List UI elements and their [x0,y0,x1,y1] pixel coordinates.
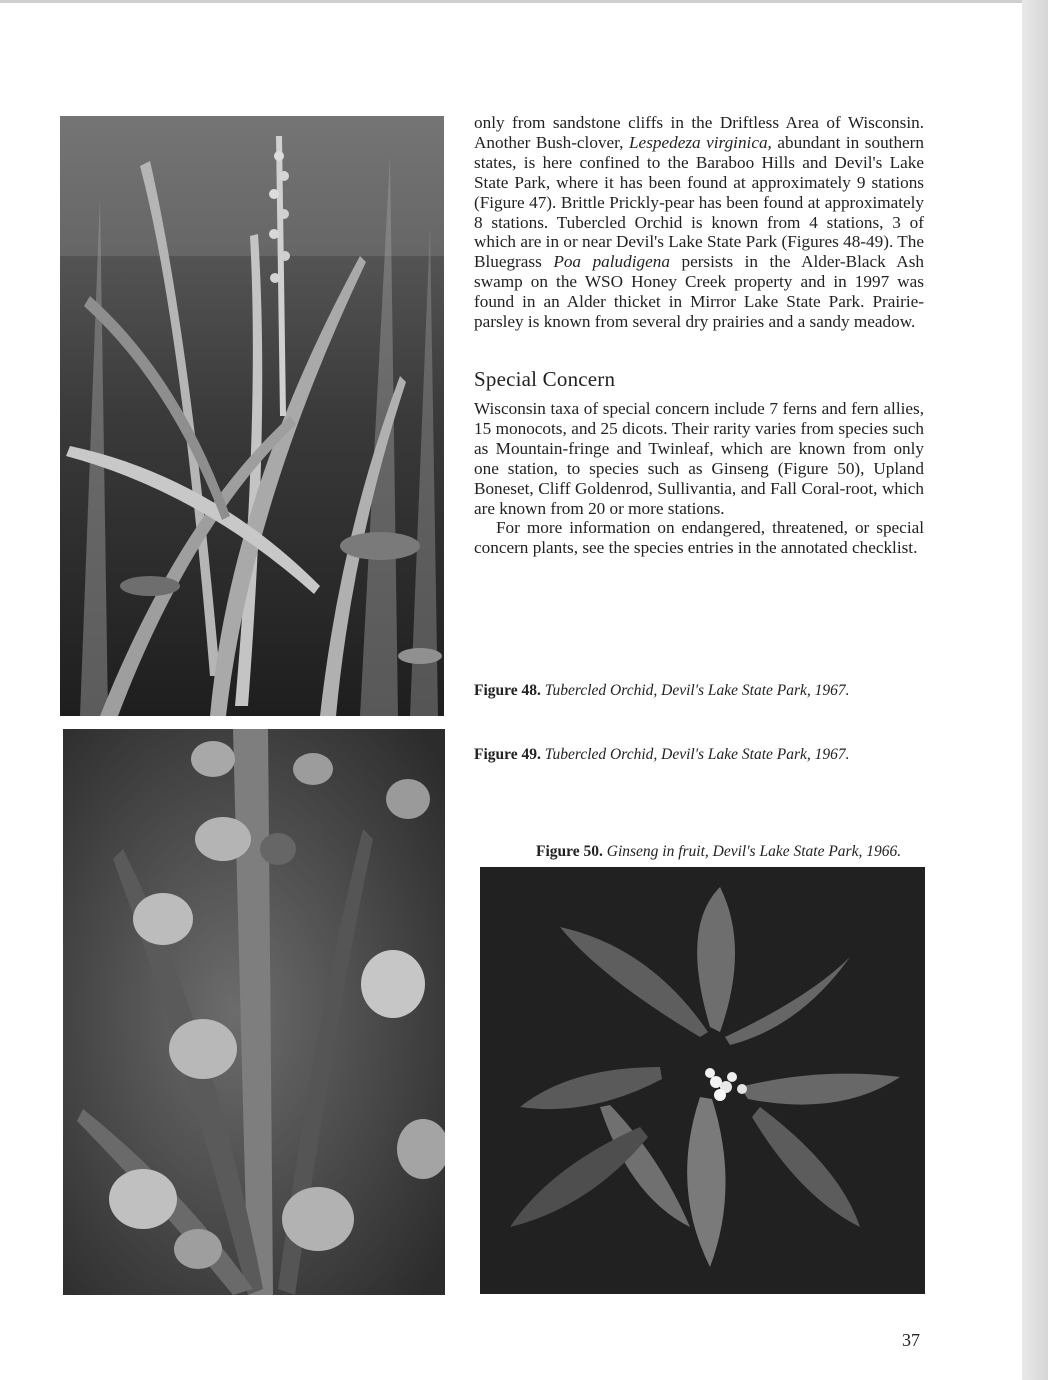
paragraph-text: only from sandstone cliffs in the Driftless Area of Wisconsin. Another Bush-clover, [474,113,924,152]
body-text-continued [474,113,924,332]
figure-50-photo [480,867,925,1294]
figure-49-photo [63,729,445,1295]
continued-paragraph [474,113,924,332]
figure-label: Figure 48. [474,682,541,699]
figure-caption-text: Tubercled Orchid, Devil's Lake State Park, 1967. [544,746,850,763]
figure-label: Figure 50. [536,843,603,860]
page-number: 37 [902,1330,920,1350]
special-concern-paragraph-1: Wisconsin taxa of special concern include 7 ferns and fern allies, 15 monocots, and 25 dicots. Their rarity varies from species such as Mountain-fringe and Twinleaf, which are known from only one station, to species such as Ginseng (Figure 50), Upland Boneset, Cliff Goldenrod, Sullivantia, and Fall Coral-root, which are known from 20 or more stations. [474,399,924,518]
figure-49-caption [474,746,850,764]
figure-label: Figure 49. [474,746,541,763]
orchid-closeup-image [63,729,445,1295]
section-heading: Special Concern [474,367,616,391]
special-concern-paragraph-2: For more information on endangered, threatened, or special concern plants, see the species entries in the annotated checklist. [474,518,924,558]
special-concern-text [474,399,924,558]
figure-48-caption [474,682,850,700]
species-name: Lespedeza virginica, [629,132,772,152]
paragraph-text: abundant in southern states, is here confined to the Baraboo Hills and Devil's Lake State Park, where it has been found at approximately 9 stations (Figure 47). Brittle Prickly-pear has been found at approximately 8 stations. Tubercled Orchid is known from 4 stations, 3 of which are in or near Devil's Lake State Park (Figures 48-49). The Bluegrass [474,132,924,272]
species-name: Poa paludigena [553,252,670,272]
figure-50-caption [536,843,901,861]
scan-page-edge [1022,0,1048,1380]
orchid-plant-image [60,116,444,716]
figure-caption-text: Tubercled Orchid, Devil's Lake State Park, 1967. [544,682,850,699]
scan-top-edge [0,0,1022,3]
paragraph-text: persists in the Alder-Black Ash swamp on the WSO Honey Creek property and in 1997 was found in an Alder thicket in Mirror Lake State Park. Prairie-parsley is known from several dry prairies and a sandy meadow. [474,252,924,332]
figure-caption-text: Ginseng in fruit, Devil's Lake State Park, 1966. [606,843,902,860]
figure-48-photo [60,116,444,716]
ginseng-plant-image [480,867,925,1294]
